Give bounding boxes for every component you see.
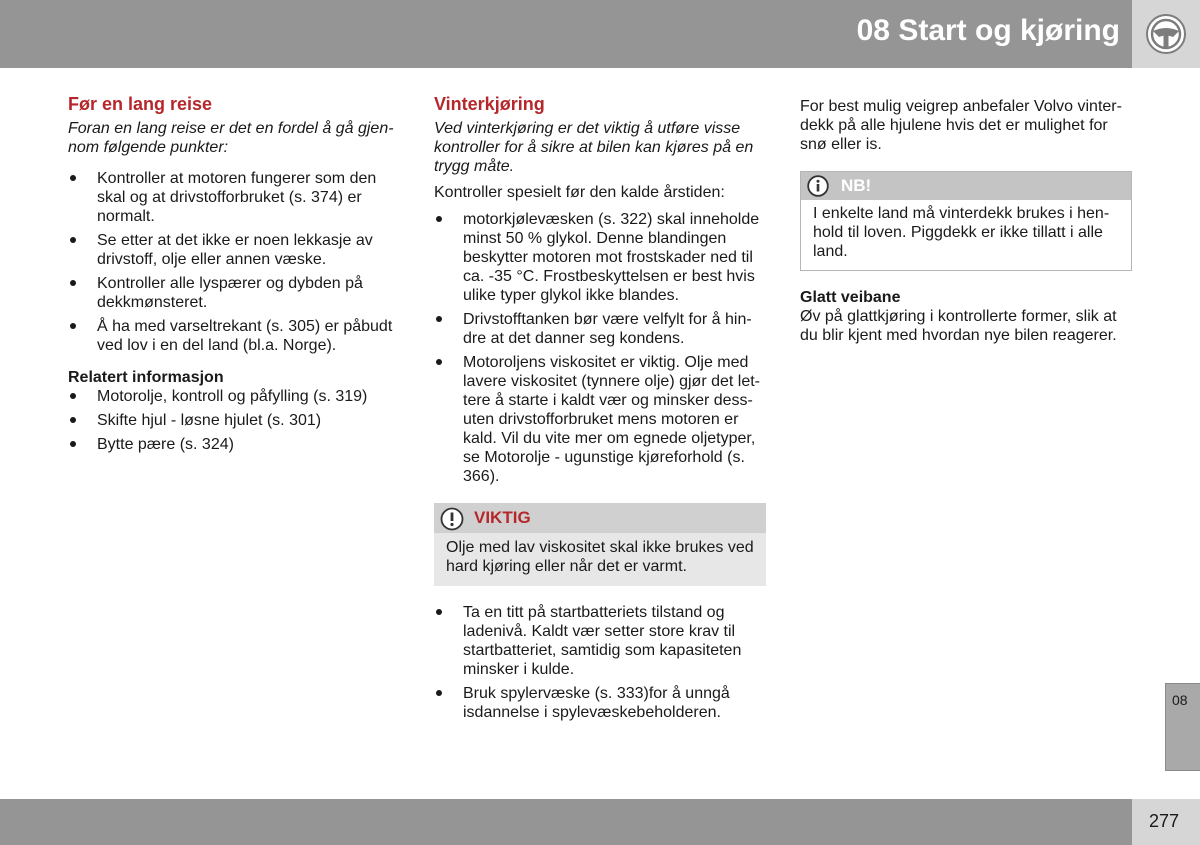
- chapter-title: 08 Start og kjøring: [856, 14, 1120, 47]
- list-item: Kontroller alle lyspærer og dybden på dekkmønsteret.: [68, 274, 400, 312]
- warning-callout-header: [434, 503, 766, 533]
- related-link[interactable]: Motorolje, kontroll og påfylling (s. 319): [68, 387, 400, 406]
- column-2: [434, 92, 766, 727]
- list-item: motorkjølevæsken (s. 322) skal inneholde minst 50 % glykol. Denne blandingen beskytter motoren mot frostskader ned til ca. -35 °C. Frostbeskyttelsen er best hvis ulike typer glykol ikke blandes.: [434, 210, 766, 305]
- note-callout-header: [801, 172, 1131, 200]
- checklist-winter: [434, 210, 766, 486]
- header-bar: [0, 0, 1132, 68]
- related-info-list: [68, 387, 400, 454]
- winter-lead: Kontroller spesielt før den kalde årstiden:: [434, 184, 725, 201]
- chapter-tab: [1165, 683, 1200, 771]
- chapter-tab-label: 08: [1172, 692, 1188, 708]
- header-icon-box: [1132, 0, 1200, 68]
- slippery-road-paragraph: Øv på glattkjøring i kontrollerte former, slik at du blir kjent med hvordan nye bilen reagerer.: [800, 308, 1117, 344]
- list-item: Motoroljens viskositet er viktig. Olje med lavere viskositet (tynnere olje) gjør det let-tere å starte i kaldt vær og minsker dess-uten drivstofforbruket mens motoren er kald. Vil du vite mer om egnede oljetyper, se Motorolje - ugunstige kjøreforhold (s. 366).: [434, 353, 766, 486]
- winter-tyres-paragraph: For best mulig veigrep anbefaler Volvo vinter-dekk på alle hjulene hvis det er mulighet for snø eller is.: [800, 98, 1122, 153]
- list-item: Kontroller at motoren fungerer som den skal og at drivstofforbruket (s. 374) er normalt.: [68, 169, 400, 226]
- subheading-slippery-road: Glatt veibane: [800, 289, 901, 306]
- info-icon: [807, 175, 829, 197]
- list-item: Ta en titt på startbatteriets tilstand og ladenivå. Kaldt vær setter store krav til startbatteriet, samtidig som kapasiteten minsker i kulde.: [434, 603, 766, 679]
- list-item: Å ha med varseltrekant (s. 305) er påbudt ved lov i en del land (bl.a. Norge).: [68, 317, 400, 355]
- intro-winter: Ved vinterkjøring er det viktig å utføre visse kontroller for å sikre at bilen kan kjøres på en trygg måte.: [434, 120, 754, 175]
- footer-bar: [0, 799, 1132, 845]
- warning-text: Olje med lav viskositet skal ikke brukes ved hard kjøring eller når det er varmt.: [446, 539, 754, 575]
- note-text: I enkelte land må vinterdekk brukes i hen-hold til loven. Piggdekk er ikke tillatt i alle land.: [813, 205, 1110, 260]
- warning-exclamation-icon: [440, 507, 464, 531]
- page-number-box: [1132, 799, 1200, 845]
- note-callout: [800, 171, 1132, 271]
- warning-label: VIKTIG: [474, 508, 531, 527]
- list-item: Bruk spylervæske (s. 333)for å unngå isdannelse i spylevæskebeholderen.: [434, 684, 766, 722]
- warning-callout: [434, 503, 766, 586]
- section-heading-long-trip: Før en lang reise: [68, 94, 213, 114]
- section-heading-winter: Vinterkjøring: [434, 94, 545, 114]
- list-item: Drivstofftanken bør være velfylt for å hin-dre at det danner seg kondens.: [434, 310, 766, 348]
- related-link[interactable]: Bytte pære (s. 324): [68, 435, 400, 454]
- related-link[interactable]: Skifte hjul - løsne hjulet (s. 301): [68, 411, 400, 430]
- checklist-long-trip: [68, 169, 400, 355]
- steering-wheel-icon: [1145, 13, 1187, 55]
- column-1: [68, 92, 400, 459]
- page-number: 277: [1149, 811, 1180, 831]
- column-3: [800, 97, 1132, 345]
- intro-long-trip: Foran en lang reise er det en fordel å gå gjen-nom følgende punkter:: [68, 120, 394, 156]
- list-item: Se etter at det ikke er noen lekkasje av drivstoff, olje eller annen væske.: [68, 231, 400, 269]
- checklist-winter-2: [434, 603, 766, 722]
- note-label: NB!: [841, 176, 872, 195]
- related-info-heading: Relatert informasjon: [68, 369, 224, 386]
